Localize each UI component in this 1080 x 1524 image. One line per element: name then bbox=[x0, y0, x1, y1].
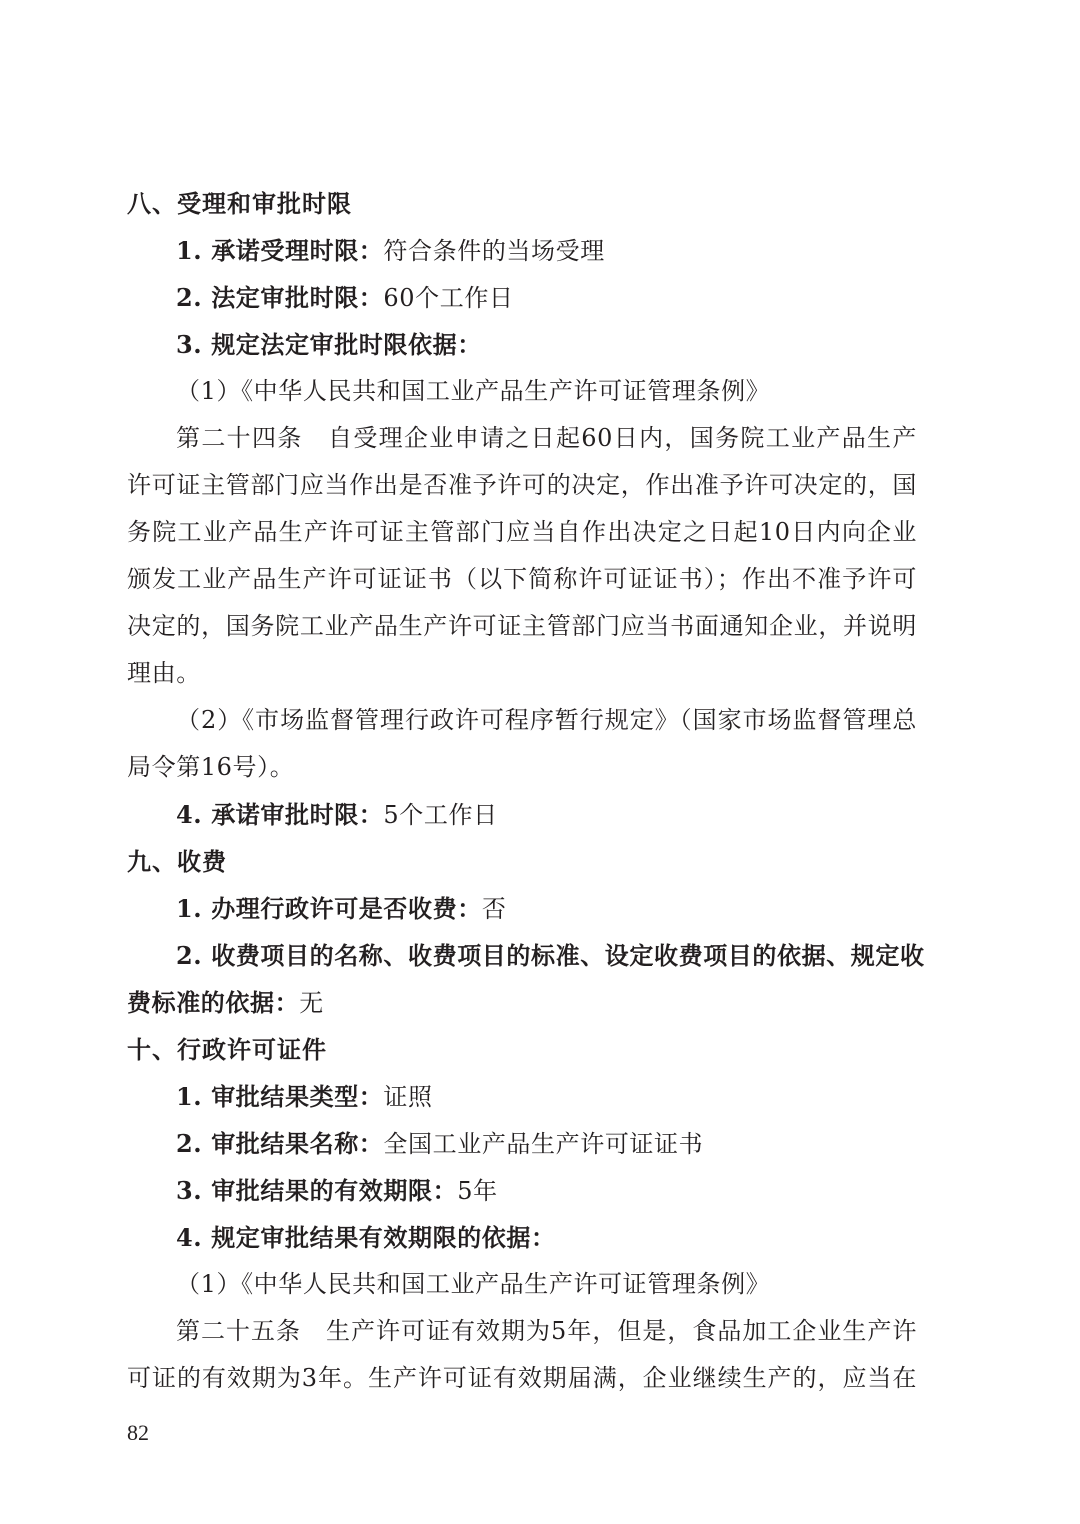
result-validity bbox=[127, 1167, 917, 1214]
article-24-line: 务院工业产品生产许可证主管部门应当自作出决定之日起10日内向企业 bbox=[127, 518, 917, 546]
item-value: 无 bbox=[299, 989, 324, 1017]
statutory-time-basis-label: 3. 规定法定审批时限依据： bbox=[176, 330, 482, 359]
article-25-line: 第二十五条 生产许可证有效期为5年，但是，食品加工企业生产许 bbox=[176, 1317, 917, 1345]
item-label: 费标准的依据： bbox=[127, 988, 300, 1017]
item-value: 5年 bbox=[457, 1177, 498, 1205]
section-heading-10: 十、行政许可证件 bbox=[127, 1035, 327, 1064]
item-value: 符合条件的当场受理 bbox=[383, 237, 605, 265]
fee-details-label: 2. 收费项目的名称、收费项目的标准、设定收费项目的依据、规定收 bbox=[176, 941, 925, 970]
item-label: 3. 审批结果的有效期限： bbox=[176, 1176, 458, 1205]
page-number: 82 bbox=[127, 1420, 149, 1445]
promised-approval-time bbox=[127, 791, 917, 838]
result-type bbox=[127, 1073, 917, 1120]
item-label: 1. 审批结果类型： bbox=[176, 1082, 384, 1111]
fee-details bbox=[127, 979, 917, 1026]
section-heading-8: 八、受理和审批时限 bbox=[127, 189, 352, 218]
item-value: 证照 bbox=[383, 1083, 433, 1111]
article-24-line: 理由。 bbox=[127, 659, 201, 687]
item-value: 否 bbox=[481, 895, 507, 923]
regulation-title: （1）《中华人民共和国工业产品生产许可证管理条例》 bbox=[176, 377, 771, 405]
article-24-line: 许可证主管部门应当作出是否准予许可的决定，作出准予许可决定的，国 bbox=[127, 471, 917, 499]
item-label: 2. 审批结果名称： bbox=[176, 1129, 384, 1158]
regulation-2-line: （2）《市场监督管理行政许可程序暂行规定》（国家市场监督管理总 bbox=[176, 706, 917, 734]
regulation-2-line: 局令第16号）。 bbox=[127, 753, 295, 781]
article-24-line: 决定的，国务院工业产品生产许可证主管部门应当书面通知企业，并说明 bbox=[127, 612, 917, 640]
item-label: 2. 法定审批时限： bbox=[176, 283, 384, 312]
fee-charged bbox=[127, 885, 917, 932]
item-value: 60个工作日 bbox=[383, 284, 514, 312]
item-value: 5个工作日 bbox=[383, 801, 498, 829]
article-25-line: 可证的有效期为3年。生产许可证有效期届满，企业继续生产的，应当在 bbox=[127, 1364, 917, 1392]
item-label: 1. 承诺受理时限： bbox=[176, 236, 384, 265]
section-heading-9: 九、收费 bbox=[127, 847, 227, 876]
item-label: 4. 承诺审批时限： bbox=[176, 800, 384, 829]
result-name bbox=[127, 1120, 917, 1167]
validity-basis-label: 4. 规定审批结果有效期限的依据： bbox=[176, 1223, 556, 1252]
article-24-line: 颁发工业产品生产许可证证书（以下简称许可证证书）；作出不准予许可 bbox=[127, 565, 917, 593]
regulation-title: （1）《中华人民共和国工业产品生产许可证管理条例》 bbox=[176, 1270, 771, 1298]
item-label: 1. 办理行政许可是否收费： bbox=[176, 894, 482, 923]
item-value: 全国工业产品生产许可证证书 bbox=[383, 1130, 704, 1158]
promised-acceptance-time bbox=[127, 227, 917, 274]
statutory-approval-time bbox=[127, 274, 917, 321]
article-24-line: 第二十四条 自受理企业申请之日起60日内，国务院工业产品生产 bbox=[176, 424, 917, 452]
page-body bbox=[127, 180, 925, 1402]
